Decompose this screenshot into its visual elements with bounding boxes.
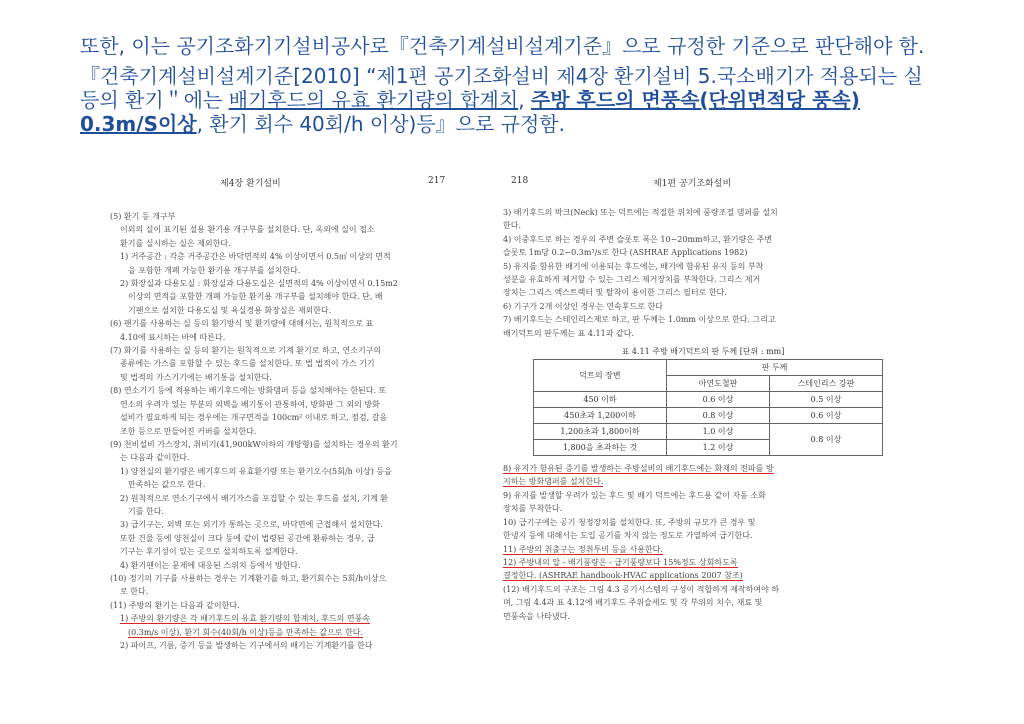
scan-line: 장치는 그리스 엑스트랙터 및 탈착이 용이한 그리스 필터로 한다. (503, 288, 727, 298)
scan-line: 이외의 실이 표기된 설용 환기용 개구부를 설치한다. 단, 옥외에 실이 접소 (120, 225, 375, 235)
duct-thickness-table (533, 359, 883, 456)
scan-line: 면풍속을 나타냈다. (503, 611, 570, 621)
scan-line: 을 포함한 개폐 가능한 환기용 개구부를 설치한다. (128, 265, 301, 275)
scan-line: 환기를 실시하는 실은 제외한다. (120, 238, 231, 248)
table-cell: 1.0 이상 (667, 424, 770, 440)
scan-line: 로 한다. (120, 587, 149, 597)
scan-line: 9) 유지를 발생할 우려가 있는 후드 및 배기 덕트에는 후드용 같이 자동 소화 (503, 490, 766, 500)
scan-line: 한냉지 등에 대해서는 도입 공기를 차지 않는 정도로 가열하여 급기한다. (503, 531, 753, 541)
scan-line: 연소의 우려가 있는 부분의 외벽을 배기통이 관통하여, 방화판 그 외의 방화 (120, 399, 380, 409)
highlighted-line (503, 475, 903, 488)
page-number-left: 217 (428, 176, 446, 186)
paragraph-1: 또한, 이는 공기조화기기설비공사로『건축기계설비설계기준』으로 규정한 기준으로 판단해야 함. (80, 34, 925, 58)
highlighted-line (503, 543, 903, 556)
scan-line: (11) 주방의 환기는 다음과 같이한다. (110, 600, 240, 610)
red-underline-text: 지하는 방화댐퍼를 설치한다. (503, 477, 604, 487)
table-caption: 표 4.11 주방 배기덕트의 판 두께 [단위 : mm] (621, 347, 785, 357)
table-header-cell: 덕트의 장변 (534, 360, 667, 392)
scan-line: 1) 거주공간 : 각층 거주공간은 바닥면적의 4% 이상이면서 0.5㎡ 이상의 면적 (120, 252, 391, 262)
scan-line: 4) 환기팬이는 문제에 대응된 스위치 등에서 방한다. (120, 560, 301, 570)
table-row (534, 392, 883, 408)
page-header-left (110, 176, 470, 192)
page-header-right (503, 176, 903, 192)
table-header-cell: 판 두께 (667, 360, 883, 376)
table-cell: 0.5 이상 (770, 392, 883, 408)
table-header-cell: 스테인리스 강판 (770, 376, 883, 392)
standard-reference: [2010] “제1편 공기조화설비 제4장 환기설비 5.국소배기가 적용되는 실 등의 환기＂에는 (80, 64, 923, 112)
scan-line: 종류에는 가스를 포함할 수 있는 후드를 설치한다. 또 법 법적이 가스 기기 (120, 359, 375, 369)
red-underline-text: 1) 주방의 환기량은 각 배기후드의 유효 환기량의 합계치, 후드의 면풍속 (120, 614, 371, 624)
scan-line: 만족하는 값으로 한다. (128, 480, 206, 490)
scan-line: 6) 기구가 2개 이상인 경우는 연속후드로 한다 (503, 301, 663, 311)
scan-line: (8) 연소기기 등에 적용하는 배기후드에는 방화댐퍼 등을 설치해야는 한된다. 또 (110, 386, 387, 396)
table-cell: 1,200초과 1,800이하 (534, 424, 667, 440)
scan-line: (10) 정기의 기구를 사용하는 경우는 기계환기를 하고, 환기회수는 5회/h이상으 (110, 573, 387, 583)
scan-line: 또한 건물 등에 양천실이 크다 등에 같이 법령된 공간에 환류하는 경우, 급 (120, 533, 375, 543)
emphasis-face-velocity: 주방 후드의 면풍속(단위면적당 풍속) 0.3m/S이상 (80, 88, 860, 136)
scan-line: (5) 환기 등 개구부 (110, 212, 176, 221)
scan-line: 기를 한다. (128, 506, 164, 516)
scan-line: 며, 그림 4.4과 표 4.12에 배기후드 주위슬세도 및 각 부위의 치수, 재료 및 (503, 598, 763, 608)
scan-line: 5) 유지를 함유한 배기에 이용되는 후드에는, 배기에 함유된 유지 등의 부착 (503, 261, 764, 271)
table-cell: 450초과 1,200이하 (534, 408, 667, 424)
table-cell: 0.6 이상 (667, 392, 770, 408)
scan-line: 3) 배기후드의 박크(Neck) 또는 덕트에는 적절한 위치에 풍량조절 댐퍼를 설치 (503, 208, 778, 217)
red-underline-text: 8) 유지가 함유된 증기를 발생하는 주방설비의 배기후드에는 화재의 전파를 방 (503, 464, 774, 474)
emphasis-hood-airflow: 배기후드의 유효 환기량의 합계치 (228, 88, 519, 112)
scan-line: 는 다음과 같이한다. (120, 453, 190, 463)
table-cell: 1,800을 초과하는 것 (534, 440, 667, 456)
scan-line: 배기덕트의 판두께는 표 4.11과 같다. (503, 328, 634, 338)
ventilation-rate-text: , 환기 회수 40회/h 이상)등 (196, 112, 436, 136)
scan-line: 10) 급기구에는 공기 청정장치를 설치한다. 또, 주방의 규모가 큰 경우 및 (503, 517, 756, 527)
table-cell: 450 이하 (534, 392, 667, 408)
table-cell: 1.2 이상 (667, 440, 770, 456)
scan-line: 및 법적의 가스기기에는 배기통을 설치한다. (120, 372, 272, 382)
red-underline-text: (0.3m/s 이상), 환기 회수(40회/h 이상)등을 만족하는 값으로 한다. (128, 627, 364, 637)
scan-line: 1) 양천실의 환기량은 배기후드의 유효환기량 또는 환기오수(5회/h 이상) 등을 (120, 466, 392, 476)
scan-line: (9) 천비설비 가스장치, 취비기(41,900kW이하의 개방형)를 설치하는 경우의 환기 (110, 439, 398, 449)
table-row (534, 408, 883, 424)
highlighted-line (110, 612, 470, 625)
scan-line: 이상의 면적을 포함한 개폐 가능한 환기용 개구부를 설치해야 한다. 단, 배 (128, 292, 383, 302)
scan-line: 기구는 후기성이 있는 곳으로 설치하도록 설계한다. (120, 547, 298, 557)
scan-line: (7) 화기를 사용하는 실 등의 환기는 원칙적으로 기계 환기로 하고, 연소기구의 (110, 346, 382, 356)
scan-line: 3) 급기구는, 외벽 또는 외기가 통하는 곳으로, 바닥면에 근접해서 설치한다. (120, 520, 383, 530)
scan-line: 한다. (503, 221, 521, 231)
page-number-right: 218 (511, 176, 529, 186)
slide-text (80, 34, 960, 142)
scan-line: 2) 원칙적으로 연소기구에서 배기가스를 포집할 수 있는 후드를 설치, 기계 환 (120, 493, 389, 503)
red-underline-text: 11) 주방의 취출구는 정취투비 등을 사용한다. (503, 544, 663, 554)
page-title-left: 제4장 환기설비 (220, 179, 281, 189)
scan-line: 2) 화장실과 다용도실 : 화장실과 다용도실은 실면적의 4% 이상이면서 0.15m2 (120, 279, 398, 289)
scan-line: 장치를 부착한다. (503, 504, 563, 514)
red-underline-text: 결정한다. (ASHRAE handbook-HVAC applications 2007 참조) (503, 571, 743, 581)
red-underline-text: 12) 주방내의 압 - 배기풍량은 - 급기풍량보다 15%정도 상회하도록 (503, 557, 738, 567)
table-cell: 0.8 이상 (667, 408, 770, 424)
paragraph-2 (80, 64, 960, 136)
scan-line: 성분을 유효하게 제거할 수 있는 그리스 제거장치를 부착한다. 그리스 제거 (503, 275, 761, 285)
scan-line: 기팬으로 설치한 다용도실 및 욕실경용 화장실은 제외한다. (128, 305, 332, 315)
highlighted-line (503, 462, 903, 475)
scan-line: (12) 배기후드의 구조는 그림 4.3 공기시스템의 구성이 적합하게 제작하여야 하 (503, 584, 780, 594)
highlighted-line (503, 556, 903, 569)
page-title-right: 제1편 공기조화설비 (653, 179, 732, 189)
table-cell: 0.6 이상 (770, 408, 883, 424)
scan-line: 조한 등으로 만들어진 커버를 설치한다. (120, 426, 257, 436)
table-header-cell: 아연도철판 (667, 376, 770, 392)
table-cell: 0.8 이상 (770, 424, 883, 456)
scan-line: 7) 배기후드는 스테인리스제로 하고, 판 두께는 1.0mm 이상으로 한다. 그리고 (503, 315, 776, 325)
scan-line: (6) 팬기를 사용하는 실 등의 환기방식 및 환기량에 대해서는, 원칙적으로 표 (110, 319, 374, 329)
standard-title: 『건축기계설비설계기준 (80, 64, 294, 88)
separator-text: , (518, 88, 531, 112)
scan-line: 슬롯토 1m당 0.2~0.3m³/s로 한다 (ASHRAE Applications 1982) (503, 248, 748, 258)
scanned-page-218 (503, 176, 903, 716)
highlighted-line (503, 569, 903, 582)
scan-line: 4.10에 표시하는 바에 따른다. (120, 332, 226, 342)
table-row (534, 424, 883, 440)
closing-text: 』으로 규정함. (435, 112, 565, 136)
scan-line: 설비가 필요하게 되는 경우에는 개구면적을 100cm² 이내로 하고, 점검, 갈음 (120, 413, 388, 423)
scanned-page-217 (110, 176, 470, 716)
scan-line: 2) 파이프, 기름, 증기 등을 발생하는 기구에서의 배기는 기계환기를 한다 (120, 641, 373, 650)
table-header-row (534, 360, 883, 376)
highlighted-line (110, 626, 470, 639)
scan-line: 4) 이중후드로 하는 경우의 주변 슬롯토 폭은 10~20mm하고, 환기량은 주변 (503, 234, 773, 244)
